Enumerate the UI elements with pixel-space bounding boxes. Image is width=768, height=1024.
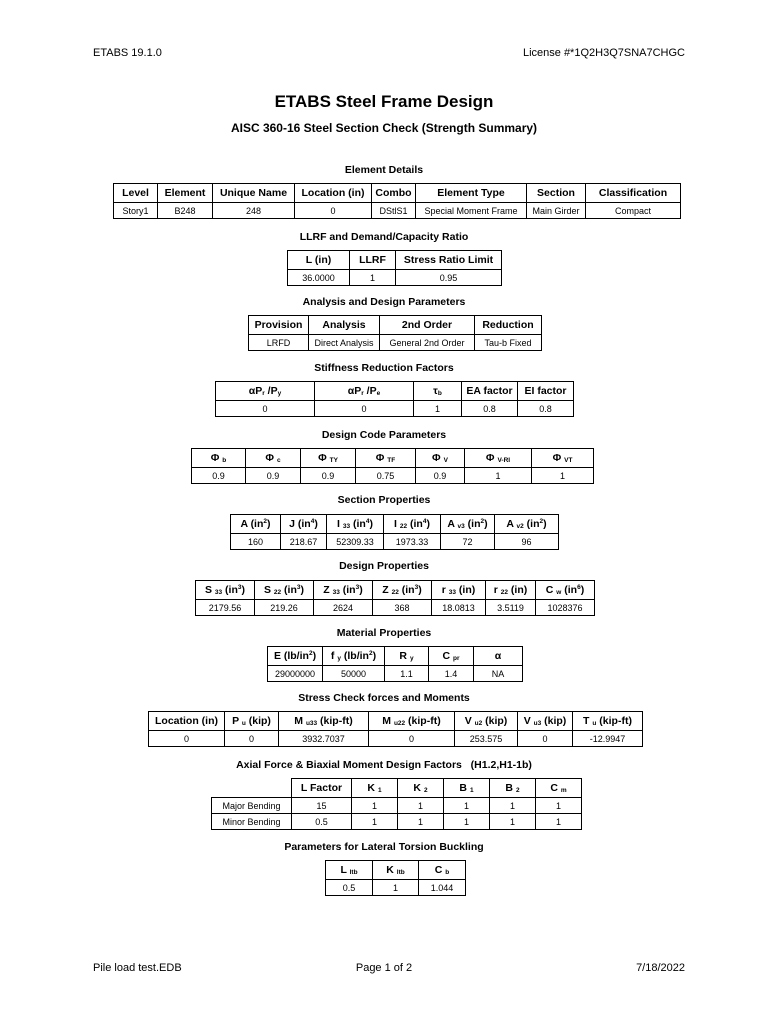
col-analysis: Analysis xyxy=(309,316,380,335)
col-mu33: M $_{u33}$ (kip-ft) xyxy=(279,712,369,731)
col-i33: I $_{33}$ $(in^4)$ xyxy=(327,515,384,534)
table-row xyxy=(149,731,643,747)
col-ap-py: $\alpha P_r$ $/P_y$ xyxy=(216,382,315,401)
col-av3: A $_{v3}$ $(in^2)$ xyxy=(441,515,495,534)
cell-r33: 18.0813 xyxy=(432,600,486,616)
table-row xyxy=(196,600,595,616)
col-reduction: Reduction xyxy=(475,316,542,335)
forces-table xyxy=(148,711,643,747)
col-tau-b: $\tau_b$ xyxy=(414,382,462,401)
col-kltb: K $_{ltb}$ xyxy=(373,861,419,880)
col-length: L (in) xyxy=(288,251,350,270)
cell-stress-ratio-limit: 0.95 xyxy=(396,270,502,286)
cell-k1: 1 xyxy=(352,798,398,814)
col-unique-name: Unique Name xyxy=(213,184,295,203)
cell-z22: 368 xyxy=(373,600,432,616)
col-phi-ty: Φ $_{TY}$ xyxy=(301,449,356,468)
cell-ry: 1.1 xyxy=(385,666,429,682)
col-llrf: LLRF xyxy=(350,251,396,270)
cell-phi-ty: 0.9 xyxy=(301,468,356,484)
col-k2: K $_2$ xyxy=(398,779,444,798)
analysis-heading: Analysis and Design Parameters xyxy=(302,296,466,308)
cell-element: B248 xyxy=(158,203,213,219)
table-row xyxy=(192,468,594,484)
col-phi-c: Φ $_c$ xyxy=(246,449,301,468)
cell-llrf: 1 xyxy=(350,270,396,286)
col-r22: r $_{22}$ (in) xyxy=(486,581,536,600)
col-s33: S $_{33}$ $(in^3)$ xyxy=(196,581,255,600)
cell-b1: 1 xyxy=(444,814,490,830)
cell-phi-c: 0.9 xyxy=(246,468,301,484)
section-props-heading: Section Properties xyxy=(337,494,431,506)
cell-cm: 1 xyxy=(536,814,582,830)
section-props-table xyxy=(230,514,559,550)
cell-b2: 1 xyxy=(490,814,536,830)
cell-vu2: 253.575 xyxy=(455,731,518,747)
col-element: Element xyxy=(158,184,213,203)
col-l-factor: L Factor xyxy=(292,779,352,798)
stiffness-table xyxy=(215,381,574,417)
footer-filename: Pile load test.EDB xyxy=(93,962,182,974)
cell-i22: 1973.33 xyxy=(384,534,441,550)
col-cpr: C $_{pr}$ xyxy=(429,647,474,666)
cell-phi-vt: 1 xyxy=(532,468,594,484)
stiffness-heading: Stiffness Reduction Factors xyxy=(314,362,454,374)
row-label-minor-bending: Minor Bending xyxy=(212,814,292,830)
col-ei-factor: EI factor xyxy=(518,382,574,401)
cell-i33: 52309.33 xyxy=(327,534,384,550)
col-location: Location (in) xyxy=(295,184,372,203)
col-lltb: L $_{ltb}$ xyxy=(326,861,373,880)
cell-section: Main Girder xyxy=(527,203,586,219)
col-s22: S $_{22}$ $(in^3)$ xyxy=(255,581,314,600)
col-provision: Provision xyxy=(249,316,309,335)
cell-b2: 1 xyxy=(490,798,536,814)
design-props-table xyxy=(195,580,595,616)
col-i22: I $_{22}$ $(in^4)$ xyxy=(384,515,441,534)
cell-k2: 1 xyxy=(398,814,444,830)
header-license: License #*1Q2H3Q7SNA7CHGC xyxy=(522,47,685,59)
col-fy: f $_y$ $(lb/in^2)$ xyxy=(323,647,385,666)
col-z22: Z $_{22}$ $(in^3)$ xyxy=(373,581,432,600)
cell-alpha: NA xyxy=(474,666,523,682)
axial-heading: Axial Force & Biaxial Moment Design Factors (H1.2,H1-1b) xyxy=(236,759,532,771)
cell-unique-name: 248 xyxy=(213,203,295,219)
col-vu3: V $_{u3}$ (kip) xyxy=(518,712,573,731)
col-vu2: V $_{u2}$ (kip) xyxy=(455,712,518,731)
cell-mu33: 3932.7037 xyxy=(279,731,369,747)
cell-length: 36.0000 xyxy=(288,270,350,286)
code-params-heading: Design Code Parameters xyxy=(321,429,447,441)
cell-provision: LRFD xyxy=(249,335,309,351)
cell-phi-tf: 0.75 xyxy=(356,468,416,484)
table-row xyxy=(326,880,466,896)
cell-fy: 50000 xyxy=(323,666,385,682)
col-phi-vt: Φ $_{VT}$ xyxy=(532,449,594,468)
cell-lltb: 0.5 xyxy=(326,880,373,896)
col-ap-pe: $\alpha P_r$ $/P_e$ xyxy=(315,382,414,401)
cell-pu: 0 xyxy=(225,731,279,747)
col-b2: B $_2$ xyxy=(490,779,536,798)
cell-level: Story1 xyxy=(114,203,158,219)
cell-location: 0 xyxy=(295,203,372,219)
cell-location: 0 xyxy=(149,731,225,747)
llrf-table xyxy=(287,250,502,286)
axial-table xyxy=(211,778,582,830)
header-app-version: ETABS 19.1.0 xyxy=(93,47,162,59)
col-ea-factor: EA factor xyxy=(462,382,518,401)
col-pu: P $_u$ (kip) xyxy=(225,712,279,731)
col-cb: C $_b$ xyxy=(419,861,466,880)
col-r33: r $_{33}$ (in) xyxy=(432,581,486,600)
col-phi-b: Φ $_b$ xyxy=(192,449,246,468)
cell-e: 29000000 xyxy=(268,666,323,682)
material-props-table xyxy=(267,646,523,682)
col-classification: Classification xyxy=(586,184,681,203)
col-tu: T $_u$ (kip-ft) xyxy=(573,712,643,731)
footer-date: 7/18/2022 xyxy=(636,962,685,974)
cell-l-factor: 0.5 xyxy=(292,814,352,830)
cell-vu3: 0 xyxy=(518,731,573,747)
cell-2nd-order: General 2nd Order xyxy=(380,335,475,351)
material-props-heading: Material Properties xyxy=(336,627,432,639)
ltb-heading: Parameters for Lateral Torsion Buckling xyxy=(284,841,484,853)
cell-phi-v-ri: 1 xyxy=(465,468,532,484)
col-z33: Z $_{33}$ $(in^3)$ xyxy=(314,581,373,600)
cell-k2: 1 xyxy=(398,798,444,814)
code-params-table xyxy=(191,448,594,484)
cell-analysis: Direct Analysis xyxy=(309,335,380,351)
col-mu22: M $_{u22}$ (kip-ft) xyxy=(369,712,455,731)
col-cw: C $_w$ $(in^6)$ xyxy=(536,581,595,600)
col-2nd-order: 2nd Order xyxy=(380,316,475,335)
col-blank xyxy=(212,779,292,798)
cell-tau-b: 1 xyxy=(414,401,462,417)
col-alpha: α xyxy=(474,647,523,666)
cell-j: 218.67 xyxy=(281,534,327,550)
cell-cw: 1028376 xyxy=(536,600,595,616)
cell-cpr: 1.4 xyxy=(429,666,474,682)
col-combo: Combo xyxy=(372,184,416,203)
table-row xyxy=(216,401,574,417)
design-props-heading: Design Properties xyxy=(339,560,429,572)
cell-mu22: 0 xyxy=(369,731,455,747)
cell-phi-v: 0.9 xyxy=(416,468,465,484)
cell-reduction: Tau-b Fixed xyxy=(475,335,542,351)
table-row xyxy=(288,270,502,286)
col-phi-tf: Φ $_{TF}$ xyxy=(356,449,416,468)
cell-area: 160 xyxy=(231,534,281,550)
cell-s22: 219.26 xyxy=(255,600,314,616)
cell-tu: -12.9947 xyxy=(573,731,643,747)
page-subtitle: AISC 360-16 Steel Section Check (Strength Summary) xyxy=(230,121,538,135)
cell-phi-b: 0.9 xyxy=(192,468,246,484)
cell-b1: 1 xyxy=(444,798,490,814)
cell-ei-factor: 0.8 xyxy=(518,401,574,417)
forces-heading: Stress Check forces and Moments xyxy=(298,692,470,704)
col-area: A $(in^2)$ xyxy=(231,515,281,534)
col-cm: C $_m$ xyxy=(536,779,582,798)
col-e: E $(lb/in^2)$ xyxy=(268,647,323,666)
analysis-table xyxy=(248,315,542,351)
element-details-heading: Element Details xyxy=(344,164,424,176)
cell-classification: Compact xyxy=(586,203,681,219)
cell-cb: 1.044 xyxy=(419,880,466,896)
cell-ap-pe: 0 xyxy=(315,401,414,417)
cell-s33: 2179.56 xyxy=(196,600,255,616)
col-av2: A $_{v2}$ $(in^2)$ xyxy=(495,515,559,534)
table-row xyxy=(231,534,559,550)
col-stress-ratio-limit: Stress Ratio Limit xyxy=(396,251,502,270)
col-phi-v: Φ $_V$ xyxy=(416,449,465,468)
table-row xyxy=(268,666,523,682)
col-ry: R $_y$ xyxy=(385,647,429,666)
col-phi-v-ri: Φ $_{V-RI}$ xyxy=(465,449,532,468)
col-level: Level xyxy=(114,184,158,203)
cell-combo: DStlS1 xyxy=(372,203,416,219)
cell-ea-factor: 0.8 xyxy=(462,401,518,417)
col-b1: B $_1$ xyxy=(444,779,490,798)
cell-r22: 3.5119 xyxy=(486,600,536,616)
table-row xyxy=(212,798,582,814)
cell-kltb: 1 xyxy=(373,880,419,896)
cell-l-factor: 15 xyxy=(292,798,352,814)
col-k1: K $_1$ xyxy=(352,779,398,798)
table-row xyxy=(114,203,681,219)
col-j: J $(in^4)$ xyxy=(281,515,327,534)
llrf-heading: LLRF and Demand/Capacity Ratio xyxy=(299,231,469,243)
row-label-major-bending: Major Bending xyxy=(212,798,292,814)
ltb-table xyxy=(325,860,466,896)
page-title: ETABS Steel Frame Design xyxy=(274,92,494,111)
cell-z33: 2624 xyxy=(314,600,373,616)
cell-element-type: Special Moment Frame xyxy=(416,203,527,219)
table-row xyxy=(249,335,542,351)
col-location: Location (in) xyxy=(149,712,225,731)
table-row xyxy=(212,814,582,830)
cell-av2: 96 xyxy=(495,534,559,550)
cell-ap-py: 0 xyxy=(216,401,315,417)
footer-page-number: Page 1 of 2 xyxy=(355,962,413,974)
element-details-table xyxy=(113,183,681,219)
cell-av3: 72 xyxy=(441,534,495,550)
cell-cm: 1 xyxy=(536,798,582,814)
col-element-type: Element Type xyxy=(416,184,527,203)
cell-k1: 1 xyxy=(352,814,398,830)
col-section: Section xyxy=(527,184,586,203)
